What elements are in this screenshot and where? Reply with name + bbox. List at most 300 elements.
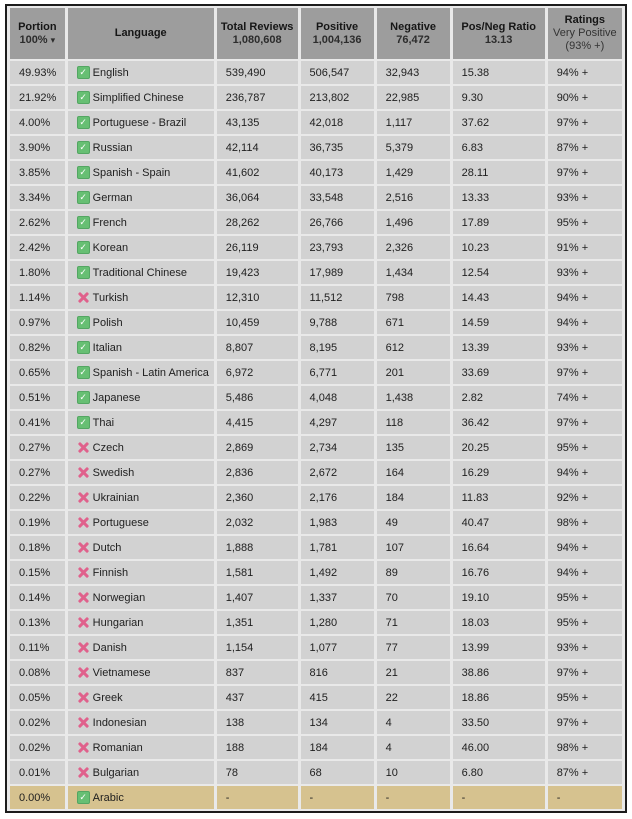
portion-cell: 3.34% bbox=[10, 186, 65, 209]
rating-cell: 98% + bbox=[548, 511, 622, 534]
supported-check-icon: ✓ bbox=[77, 416, 90, 429]
language-label: Romanian bbox=[92, 741, 143, 754]
table-row bbox=[10, 136, 622, 159]
positive-cell: 4,048 bbox=[301, 386, 374, 409]
language-label: Czech bbox=[92, 441, 124, 454]
unsupported-cross-icon bbox=[77, 616, 90, 629]
negative-cell: 201 bbox=[377, 361, 450, 384]
portion-cell: 1.14% bbox=[10, 286, 65, 309]
portion-cell: 0.02% bbox=[10, 736, 65, 759]
table-row bbox=[10, 311, 622, 334]
language-header-label: Language bbox=[114, 27, 167, 39]
rating-cell: 95% + bbox=[548, 436, 622, 459]
unsupported-cross-icon bbox=[77, 466, 90, 479]
ratio-cell: 13.33 bbox=[453, 186, 545, 209]
ratings-header-summary-line2: (93% +) bbox=[565, 40, 605, 52]
table-row bbox=[10, 611, 622, 634]
table-row bbox=[10, 561, 622, 584]
language-label: Traditional Chinese bbox=[92, 266, 188, 279]
ratio-cell: 33.50 bbox=[453, 711, 545, 734]
table-row bbox=[10, 186, 622, 209]
ratio-header-value: 13.13 bbox=[484, 33, 513, 46]
negative-cell: 10 bbox=[377, 761, 450, 784]
positive-cell: 2,672 bbox=[301, 461, 374, 484]
positive-cell: 40,173 bbox=[301, 161, 374, 184]
ratio-cell: 14.43 bbox=[453, 286, 545, 309]
language-cell bbox=[68, 611, 214, 634]
portion-cell: 0.41% bbox=[10, 411, 65, 434]
language-label: Danish bbox=[92, 641, 127, 654]
total-reviews-cell: 78 bbox=[217, 761, 298, 784]
table-row bbox=[10, 536, 622, 559]
ratio-cell: 11.83 bbox=[453, 486, 545, 509]
language-cell bbox=[68, 686, 214, 709]
negative-cell: 118 bbox=[377, 411, 450, 434]
table-row bbox=[10, 736, 622, 759]
positive-cell: 415 bbox=[301, 686, 374, 709]
total-reviews-cell: 19,423 bbox=[217, 261, 298, 284]
table-row bbox=[10, 711, 622, 734]
ratio-cell: 13.39 bbox=[453, 336, 545, 359]
language-label: Vietnamese bbox=[92, 666, 151, 679]
unsupported-cross-icon bbox=[77, 641, 90, 654]
rating-cell: 94% + bbox=[548, 536, 622, 559]
rating-cell: 95% + bbox=[548, 211, 622, 234]
rating-cell: - bbox=[548, 786, 622, 809]
table-row bbox=[10, 761, 622, 784]
ratio-cell: 13.99 bbox=[453, 636, 545, 659]
language-label: Thai bbox=[92, 416, 115, 429]
negative-header-sum: 76,472 bbox=[396, 33, 430, 46]
rating-cell: 94% + bbox=[548, 561, 622, 584]
total-reviews-cell: 2,869 bbox=[217, 436, 298, 459]
total-reviews-cell: 26,119 bbox=[217, 236, 298, 259]
ratio-cell: - bbox=[453, 786, 545, 809]
ratio-cell: 18.86 bbox=[453, 686, 545, 709]
column-header-language[interactable] bbox=[68, 8, 214, 59]
ratings-header-summary-line1: Very Positive bbox=[553, 27, 617, 39]
negative-cell: 89 bbox=[377, 561, 450, 584]
negative-cell: 77 bbox=[377, 636, 450, 659]
language-cell bbox=[68, 236, 214, 259]
rating-cell: 94% + bbox=[548, 311, 622, 334]
ratings-header-label: Ratings bbox=[564, 14, 606, 26]
table-row bbox=[10, 61, 622, 84]
positive-cell: 213,802 bbox=[301, 86, 374, 109]
portion-cell: 3.85% bbox=[10, 161, 65, 184]
ratio-cell: 17.89 bbox=[453, 211, 545, 234]
portion-cell: 0.08% bbox=[10, 661, 65, 684]
language-label: Portuguese - Brazil bbox=[92, 116, 187, 129]
positive-cell: 1,781 bbox=[301, 536, 374, 559]
language-label: Swedish bbox=[92, 466, 135, 479]
unsupported-cross-icon bbox=[77, 566, 90, 579]
language-label: Polish bbox=[92, 316, 123, 329]
table-row bbox=[10, 111, 622, 134]
supported-check-icon: ✓ bbox=[77, 316, 90, 329]
unsupported-cross-icon bbox=[77, 441, 90, 454]
negative-cell: 49 bbox=[377, 511, 450, 534]
unsupported-cross-icon bbox=[77, 591, 90, 604]
ratio-cell: 36.42 bbox=[453, 411, 545, 434]
negative-cell: 5,379 bbox=[377, 136, 450, 159]
negative-cell: 4 bbox=[377, 711, 450, 734]
language-label: English bbox=[92, 66, 129, 79]
total-reviews-cell: 36,064 bbox=[217, 186, 298, 209]
negative-cell: 32,943 bbox=[377, 61, 450, 84]
ratio-cell: 37.62 bbox=[453, 111, 545, 134]
positive-cell: 1,983 bbox=[301, 511, 374, 534]
language-cell bbox=[68, 111, 214, 134]
total-reviews-cell: 12,310 bbox=[217, 286, 298, 309]
language-cell bbox=[68, 286, 214, 309]
ratio-cell: 28.11 bbox=[453, 161, 545, 184]
rating-cell: 93% + bbox=[548, 261, 622, 284]
positive-cell: 26,766 bbox=[301, 211, 374, 234]
positive-cell: 2,176 bbox=[301, 486, 374, 509]
ratio-cell: 15.38 bbox=[453, 61, 545, 84]
positive-cell: 816 bbox=[301, 661, 374, 684]
positive-cell: 6,771 bbox=[301, 361, 374, 384]
table-row bbox=[10, 211, 622, 234]
total-reviews-cell: 5,486 bbox=[217, 386, 298, 409]
ratio-cell: 16.76 bbox=[453, 561, 545, 584]
rating-cell: 74% + bbox=[548, 386, 622, 409]
language-label: Russian bbox=[92, 141, 133, 154]
portion-cell: 0.51% bbox=[10, 386, 65, 409]
unsupported-cross-icon bbox=[77, 666, 90, 679]
ratio-cell: 33.69 bbox=[453, 361, 545, 384]
column-header-total-reviews[interactable] bbox=[217, 8, 298, 59]
negative-cell: 4 bbox=[377, 736, 450, 759]
portion-cell: 0.15% bbox=[10, 561, 65, 584]
table-row bbox=[10, 586, 622, 609]
negative-cell: 70 bbox=[377, 586, 450, 609]
supported-check-icon: ✓ bbox=[77, 141, 90, 154]
total-reviews-cell: 138 bbox=[217, 711, 298, 734]
ratio-cell: 16.64 bbox=[453, 536, 545, 559]
language-cell bbox=[68, 436, 214, 459]
ratio-cell: 2.82 bbox=[453, 386, 545, 409]
table-row bbox=[10, 411, 622, 434]
total-reviews-cell: 2,360 bbox=[217, 486, 298, 509]
language-label: Turkish bbox=[92, 291, 129, 304]
total-reviews-cell: 1,581 bbox=[217, 561, 298, 584]
total-reviews-cell: 539,490 bbox=[217, 61, 298, 84]
ratio-cell: 18.03 bbox=[453, 611, 545, 634]
supported-check-icon: ✓ bbox=[77, 241, 90, 254]
language-cell bbox=[68, 336, 214, 359]
supported-check-icon: ✓ bbox=[77, 266, 90, 279]
rating-cell: 97% + bbox=[548, 361, 622, 384]
supported-check-icon: ✓ bbox=[77, 191, 90, 204]
supported-check-icon: ✓ bbox=[77, 91, 90, 104]
language-label: Hungarian bbox=[92, 616, 144, 629]
language-cell bbox=[68, 661, 214, 684]
language-label: Italian bbox=[92, 341, 122, 354]
table-row bbox=[10, 361, 622, 384]
table-row bbox=[10, 436, 622, 459]
ratio-cell: 12.54 bbox=[453, 261, 545, 284]
positive-cell: 9,788 bbox=[301, 311, 374, 334]
positive-cell: 506,547 bbox=[301, 61, 374, 84]
language-label: Japanese bbox=[92, 391, 141, 404]
rating-cell: 97% + bbox=[548, 711, 622, 734]
total-reviews-cell: 437 bbox=[217, 686, 298, 709]
positive-cell: 1,077 bbox=[301, 636, 374, 659]
total-reviews-cell: 28,262 bbox=[217, 211, 298, 234]
table-row bbox=[10, 636, 622, 659]
total-reviews-cell: 2,836 bbox=[217, 461, 298, 484]
language-cell bbox=[68, 711, 214, 734]
ratio-cell: 40.47 bbox=[453, 511, 545, 534]
table-row bbox=[10, 786, 622, 809]
supported-check-icon: ✓ bbox=[77, 366, 90, 379]
supported-check-icon: ✓ bbox=[77, 341, 90, 354]
positive-cell: - bbox=[301, 786, 374, 809]
negative-cell: 2,516 bbox=[377, 186, 450, 209]
unsupported-cross-icon bbox=[77, 291, 90, 304]
positive-cell: 36,735 bbox=[301, 136, 374, 159]
positive-cell: 4,297 bbox=[301, 411, 374, 434]
supported-check-icon: ✓ bbox=[77, 791, 90, 804]
unsupported-cross-icon bbox=[77, 691, 90, 704]
portion-cell: 0.14% bbox=[10, 586, 65, 609]
language-label: Ukrainian bbox=[92, 491, 140, 504]
rating-cell: 95% + bbox=[548, 586, 622, 609]
positive-header-sum: 1,004,136 bbox=[312, 33, 362, 46]
language-label: Portuguese bbox=[92, 516, 149, 529]
positive-header-label: Positive bbox=[315, 20, 359, 33]
table-row bbox=[10, 261, 622, 284]
table-row bbox=[10, 511, 622, 534]
language-cell bbox=[68, 136, 214, 159]
rating-cell: 97% + bbox=[548, 161, 622, 184]
table-row bbox=[10, 386, 622, 409]
total-reviews-cell: 6,972 bbox=[217, 361, 298, 384]
portion-cell: 0.11% bbox=[10, 636, 65, 659]
ratio-cell: 46.00 bbox=[453, 736, 545, 759]
language-cell bbox=[68, 511, 214, 534]
rating-cell: 90% + bbox=[548, 86, 622, 109]
portion-cell: 1.80% bbox=[10, 261, 65, 284]
ratio-cell: 14.59 bbox=[453, 311, 545, 334]
rating-cell: 94% + bbox=[548, 286, 622, 309]
negative-cell: 612 bbox=[377, 336, 450, 359]
ratio-header-label: Pos/Neg Ratio bbox=[461, 20, 536, 33]
negative-header-label: Negative bbox=[390, 20, 437, 33]
total-reviews-cell: - bbox=[217, 786, 298, 809]
ratio-cell: 10.23 bbox=[453, 236, 545, 259]
negative-cell: 21 bbox=[377, 661, 450, 684]
language-label: French bbox=[92, 216, 127, 229]
positive-cell: 42,018 bbox=[301, 111, 374, 134]
portion-cell: 0.02% bbox=[10, 711, 65, 734]
column-header-positive[interactable] bbox=[301, 8, 374, 59]
language-label: Indonesian bbox=[92, 716, 147, 729]
language-cell bbox=[68, 186, 214, 209]
table-row bbox=[10, 486, 622, 509]
portion-cell: 3.90% bbox=[10, 136, 65, 159]
language-label: Bulgarian bbox=[92, 766, 140, 779]
unsupported-cross-icon bbox=[77, 491, 90, 504]
total-reviews-cell: 1,407 bbox=[217, 586, 298, 609]
column-header-negative[interactable] bbox=[377, 8, 450, 59]
ratio-cell: 19.10 bbox=[453, 586, 545, 609]
total-reviews-cell: 236,787 bbox=[217, 86, 298, 109]
table-row bbox=[10, 686, 622, 709]
total-reviews-cell: 43,135 bbox=[217, 111, 298, 134]
portion-cell: 2.62% bbox=[10, 211, 65, 234]
total-reviews-cell: 837 bbox=[217, 661, 298, 684]
header-row bbox=[10, 8, 622, 59]
rating-cell: 87% + bbox=[548, 761, 622, 784]
column-header-portion[interactable] bbox=[10, 8, 65, 59]
total-reviews-header-label: Total Reviews bbox=[220, 20, 294, 33]
portion-header-total: 100% ▾ bbox=[19, 33, 56, 46]
rating-cell: 97% + bbox=[548, 411, 622, 434]
positive-cell: 68 bbox=[301, 761, 374, 784]
column-header-posneg-ratio[interactable] bbox=[453, 8, 545, 59]
language-cell bbox=[68, 486, 214, 509]
ratio-cell: 20.25 bbox=[453, 436, 545, 459]
portion-header-label: Portion bbox=[18, 20, 57, 33]
review-language-table-frame bbox=[5, 4, 627, 813]
rating-cell: 93% + bbox=[548, 186, 622, 209]
table-row bbox=[10, 286, 622, 309]
table-row bbox=[10, 461, 622, 484]
portion-cell: 0.13% bbox=[10, 611, 65, 634]
rating-cell: 97% + bbox=[548, 111, 622, 134]
language-label: Spanish - Spain bbox=[92, 166, 171, 179]
positive-cell: 2,734 bbox=[301, 436, 374, 459]
unsupported-cross-icon bbox=[77, 716, 90, 729]
language-cell bbox=[68, 761, 214, 784]
supported-check-icon: ✓ bbox=[77, 66, 90, 79]
language-cell bbox=[68, 86, 214, 109]
language-cell bbox=[68, 586, 214, 609]
rating-cell: 87% + bbox=[548, 136, 622, 159]
portion-cell: 4.00% bbox=[10, 111, 65, 134]
language-cell bbox=[68, 311, 214, 334]
positive-cell: 33,548 bbox=[301, 186, 374, 209]
rating-cell: 98% + bbox=[548, 736, 622, 759]
negative-cell: 184 bbox=[377, 486, 450, 509]
language-cell bbox=[68, 211, 214, 234]
total-reviews-cell: 1,351 bbox=[217, 611, 298, 634]
table-row bbox=[10, 86, 622, 109]
column-header-ratings[interactable] bbox=[548, 8, 622, 59]
language-cell bbox=[68, 361, 214, 384]
language-label: Finnish bbox=[92, 566, 129, 579]
ratio-cell: 6.80 bbox=[453, 761, 545, 784]
negative-cell: 671 bbox=[377, 311, 450, 334]
total-reviews-cell: 188 bbox=[217, 736, 298, 759]
total-reviews-cell: 4,415 bbox=[217, 411, 298, 434]
language-cell bbox=[68, 161, 214, 184]
portion-cell: 0.97% bbox=[10, 311, 65, 334]
negative-cell: 22 bbox=[377, 686, 450, 709]
language-cell bbox=[68, 636, 214, 659]
language-label: Korean bbox=[92, 241, 129, 254]
portion-cell: 0.18% bbox=[10, 536, 65, 559]
portion-cell: 0.82% bbox=[10, 336, 65, 359]
total-reviews-cell: 1,154 bbox=[217, 636, 298, 659]
supported-check-icon: ✓ bbox=[77, 391, 90, 404]
rating-cell: 97% + bbox=[548, 661, 622, 684]
negative-cell: 164 bbox=[377, 461, 450, 484]
positive-cell: 1,337 bbox=[301, 586, 374, 609]
rating-cell: 95% + bbox=[548, 686, 622, 709]
negative-cell: 1,496 bbox=[377, 211, 450, 234]
language-label: Simplified Chinese bbox=[92, 91, 184, 104]
rating-cell: 95% + bbox=[548, 611, 622, 634]
sort-desc-icon: ▾ bbox=[50, 34, 56, 45]
portion-cell: 0.19% bbox=[10, 511, 65, 534]
language-cell bbox=[68, 536, 214, 559]
total-reviews-cell: 2,032 bbox=[217, 511, 298, 534]
total-reviews-header-sum: 1,080,608 bbox=[232, 33, 282, 46]
supported-check-icon: ✓ bbox=[77, 216, 90, 229]
language-label: German bbox=[92, 191, 133, 204]
positive-cell: 1,280 bbox=[301, 611, 374, 634]
negative-cell: 1,438 bbox=[377, 386, 450, 409]
negative-cell: 22,985 bbox=[377, 86, 450, 109]
positive-cell: 134 bbox=[301, 711, 374, 734]
ratio-cell: 38.86 bbox=[453, 661, 545, 684]
portion-cell: 0.65% bbox=[10, 361, 65, 384]
positive-cell: 1,492 bbox=[301, 561, 374, 584]
portion-cell: 49.93% bbox=[10, 61, 65, 84]
ratio-cell: 16.29 bbox=[453, 461, 545, 484]
unsupported-cross-icon bbox=[77, 741, 90, 754]
negative-cell: 135 bbox=[377, 436, 450, 459]
supported-check-icon: ✓ bbox=[77, 116, 90, 129]
table-row bbox=[10, 161, 622, 184]
negative-cell: - bbox=[377, 786, 450, 809]
unsupported-cross-icon bbox=[77, 541, 90, 554]
portion-cell: 0.27% bbox=[10, 436, 65, 459]
total-reviews-cell: 42,114 bbox=[217, 136, 298, 159]
language-cell bbox=[68, 386, 214, 409]
total-reviews-cell: 1,888 bbox=[217, 536, 298, 559]
ratio-cell: 6.83 bbox=[453, 136, 545, 159]
positive-cell: 23,793 bbox=[301, 236, 374, 259]
rating-cell: 93% + bbox=[548, 336, 622, 359]
ratio-cell: 9.30 bbox=[453, 86, 545, 109]
table-row bbox=[10, 661, 622, 684]
table-row bbox=[10, 236, 622, 259]
total-reviews-cell: 41,602 bbox=[217, 161, 298, 184]
positive-cell: 11,512 bbox=[301, 286, 374, 309]
rating-cell: 93% + bbox=[548, 636, 622, 659]
unsupported-cross-icon bbox=[77, 766, 90, 779]
language-cell bbox=[68, 461, 214, 484]
negative-cell: 107 bbox=[377, 536, 450, 559]
supported-check-icon: ✓ bbox=[77, 166, 90, 179]
positive-cell: 184 bbox=[301, 736, 374, 759]
rating-cell: 92% + bbox=[548, 486, 622, 509]
rating-cell: 94% + bbox=[548, 461, 622, 484]
rating-cell: 94% + bbox=[548, 61, 622, 84]
language-label: Spanish - Latin America bbox=[92, 366, 209, 379]
language-cell bbox=[68, 561, 214, 584]
portion-cell: 0.01% bbox=[10, 761, 65, 784]
negative-cell: 2,326 bbox=[377, 236, 450, 259]
language-cell bbox=[68, 786, 214, 809]
negative-cell: 798 bbox=[377, 286, 450, 309]
portion-cell: 21.92% bbox=[10, 86, 65, 109]
